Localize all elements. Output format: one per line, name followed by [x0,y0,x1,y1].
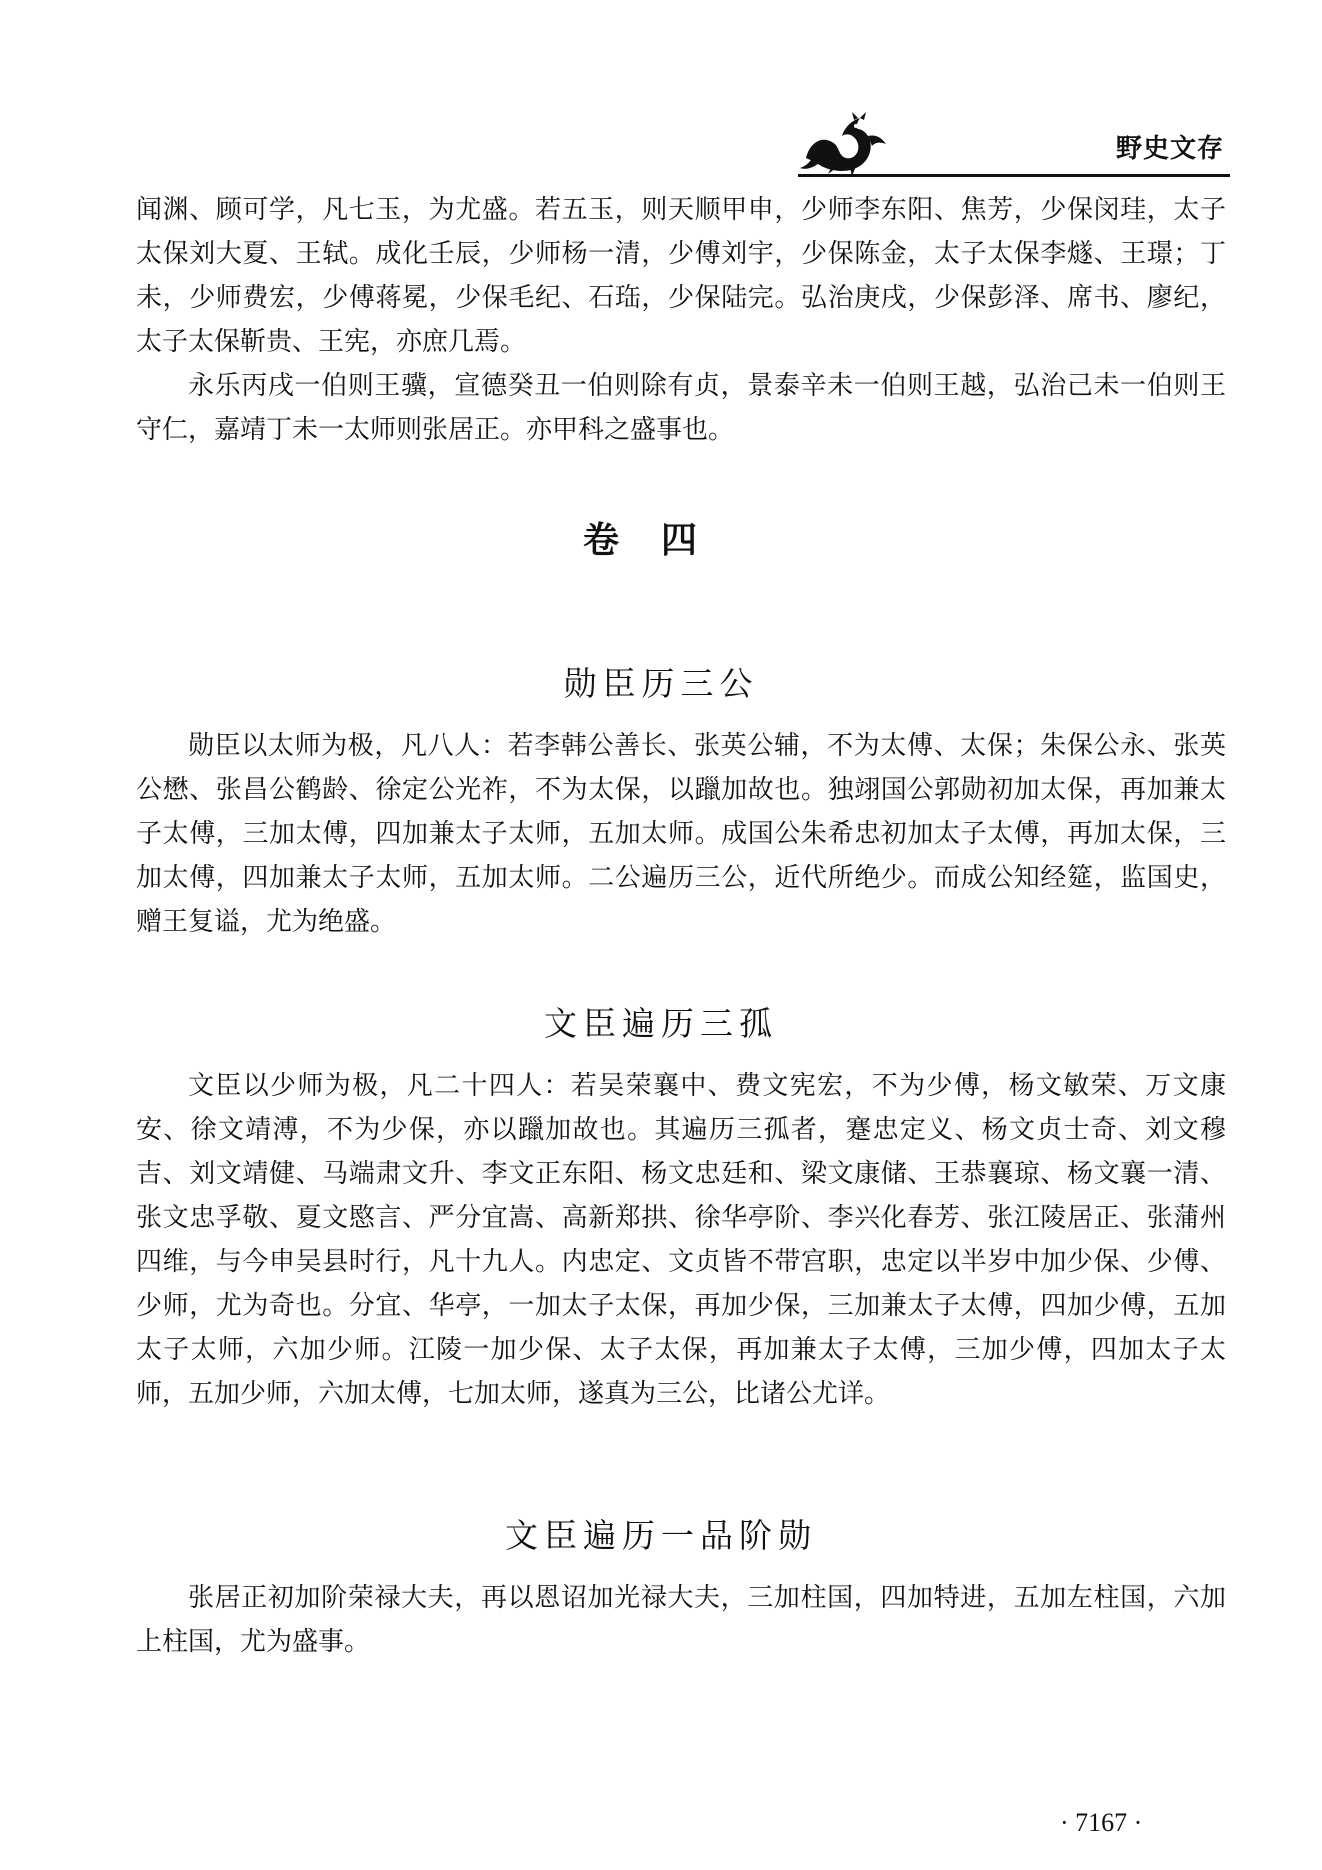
section-3-body [136,1576,1226,1664]
running-header [790,108,1230,178]
page-number: · 7167 · [1060,1808,1143,1837]
section-3-paragraph: 张居正初加阶荣禄大夫，再以恩诏加光禄大夫，三加柱国，四加特进，五加左柱国，六加上柱国，尤为盛事。 [136,1583,1226,1657]
series-title: 野史文存 [1115,134,1224,164]
continuation-paragraph-1: 闻渊、顾可学，凡七玉，为尤盛。若五玉，则天顺甲申，少师李东阳、焦芳，少保闵珪，太子太保刘大夏、王轼。成化壬辰，少师杨一清，少傅刘宇，少保陈金，太子太保李燧、王璟；丁未，少师费宏，少傅蒋冕，少保毛纪、石珤，少保陆完。弘治庚戌，少保彭泽、席书、廖纪，太子太保靳贵、王宪，亦庶几焉。 [136,195,1226,357]
section-title-3: 文臣遍历一品阶勋 [505,1516,817,1555]
volume-title: 卷四 [582,520,739,561]
section-title-2: 文臣遍历三孤 [544,1004,778,1043]
section-title-1: 勋臣历三公 [563,664,759,703]
dragon-icon [796,108,892,176]
continuation-text [136,188,1226,452]
section-1-body [136,724,1226,944]
section-1-paragraph: 勋臣以太师为极，凡八人：若李韩公善长、张英公辅，不为太傅、太保；朱保公永、张英公懋、张昌公鹤龄、徐定公光祚，不为太保，以躐加故也。独翊国公郭勋初加太保，再加兼太子太傅，三加太傅，四加兼太子太师，五加太师。成国公朱希忠初加太子太傅，再加太保，三加太傅，四加兼太子太师，五加太师。二公遍历三公，近代所绝少。而成公知经筵，监国史，赠王复谥，尤为绝盛。 [136,731,1226,937]
section-2-paragraph: 文臣以少师为极，凡二十四人：若吴荣襄中、费文宪宏，不为少傅，杨文敏荣、万文康安、徐文靖溥，不为少保，亦以躐加故也。其遍历三孤者，蹇忠定义、杨文贞士奇、刘文穆吉、刘文靖健、马端肃文升、李文正东阳、杨文忠廷和、梁文康储、王恭襄琼、杨文襄一清、张文忠孚敬、夏文愍言、严分宜嵩、高新郑拱、徐华亭阶、李兴化春芳、张江陵居正、张蒲州四维，与今申吴县时行，凡十九人。内忠定、文贞皆不带宫职，忠定以半岁中加少保、少傅、少师，尤为奇也。分宜、华亭，一加太子太保，再加少保，三加兼太子太傅，四加少傅，五加太子太师，六加少师。江陵一加少保、太子太保，再加兼太子太傅，三加少傅，四加太子太师，五加少师，六加太傅，七加太师，遂真为三公，比诸公尤详。 [136,1071,1226,1409]
section-2-body [136,1064,1226,1416]
header-rule [798,174,1230,177]
continuation-paragraph-2: 永乐丙戌一伯则王骥，宣德癸丑一伯则除有贞，景泰辛未一伯则王越，弘治己未一伯则王守仁，嘉靖丁未一太师则张居正。亦甲科之盛事也。 [136,371,1226,445]
